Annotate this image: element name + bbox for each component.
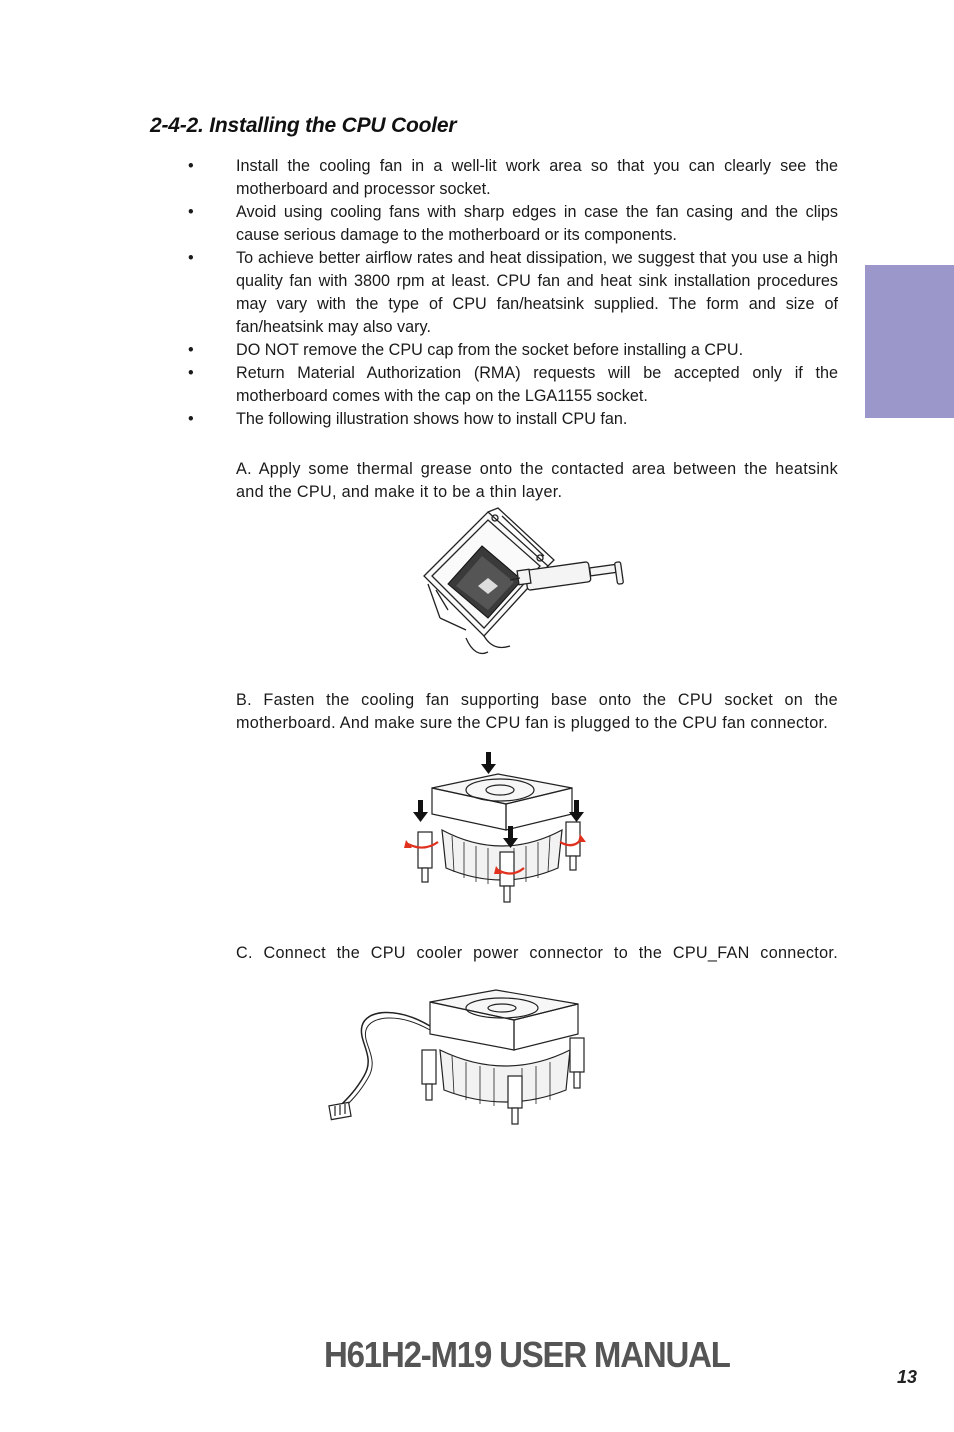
cooler-fastening-arrows-icon — [402, 752, 592, 908]
section-side-tab — [865, 265, 954, 418]
step-c-text: C. Connect the CPU cooler power connector to the CPU_FAN connector. — [236, 944, 838, 962]
precaution-list — [188, 155, 838, 431]
step-b-text: B. Fasten the cooling fan supporting base onto the CPU socket on the motherboard. And make sure the CPU fan is plugged to the CPU fan connector. — [236, 691, 838, 732]
cooler-power-cable-icon — [326, 986, 592, 1128]
list-item: • The following illustration shows how to install CPU fan. — [188, 410, 628, 428]
thermal-grease-syringe-icon — [418, 506, 630, 658]
list-item: • Return Material Authorization (RMA) requests will be accepted only if the motherboard comes with the cap on the LGA1155 socket. — [188, 364, 838, 405]
list-item: • Install the cooling fan in a well-lit work area so that you can clearly see the motherboard and processor socket. — [188, 157, 838, 198]
manual-title: H61H2-M19 USER MANUAL — [324, 1334, 730, 1375]
step-a-text: A. Apply some thermal grease onto the contacted area between the heatsink and the CPU, and make it to be a thin layer. — [236, 460, 838, 501]
page-number: 13 — [897, 1367, 918, 1387]
list-item: • To achieve better airflow rates and heat dissipation, we suggest that you use a high quality fan with 3800 rpm at least. CPU fan and heat sink installation procedures may vary with the type of CPU fan/heatsink supplied. The form and size of fan/heatsink may also vary. — [188, 249, 838, 336]
list-item: • DO NOT remove the CPU cap from the socket before installing a CPU. — [188, 341, 744, 359]
section-title: 2-4-2. Installing the CPU Cooler — [150, 114, 457, 137]
list-item: • Avoid using cooling fans with sharp edges in case the fan casing and the clips cause serious damage to the motherboard or its components. — [188, 203, 838, 244]
